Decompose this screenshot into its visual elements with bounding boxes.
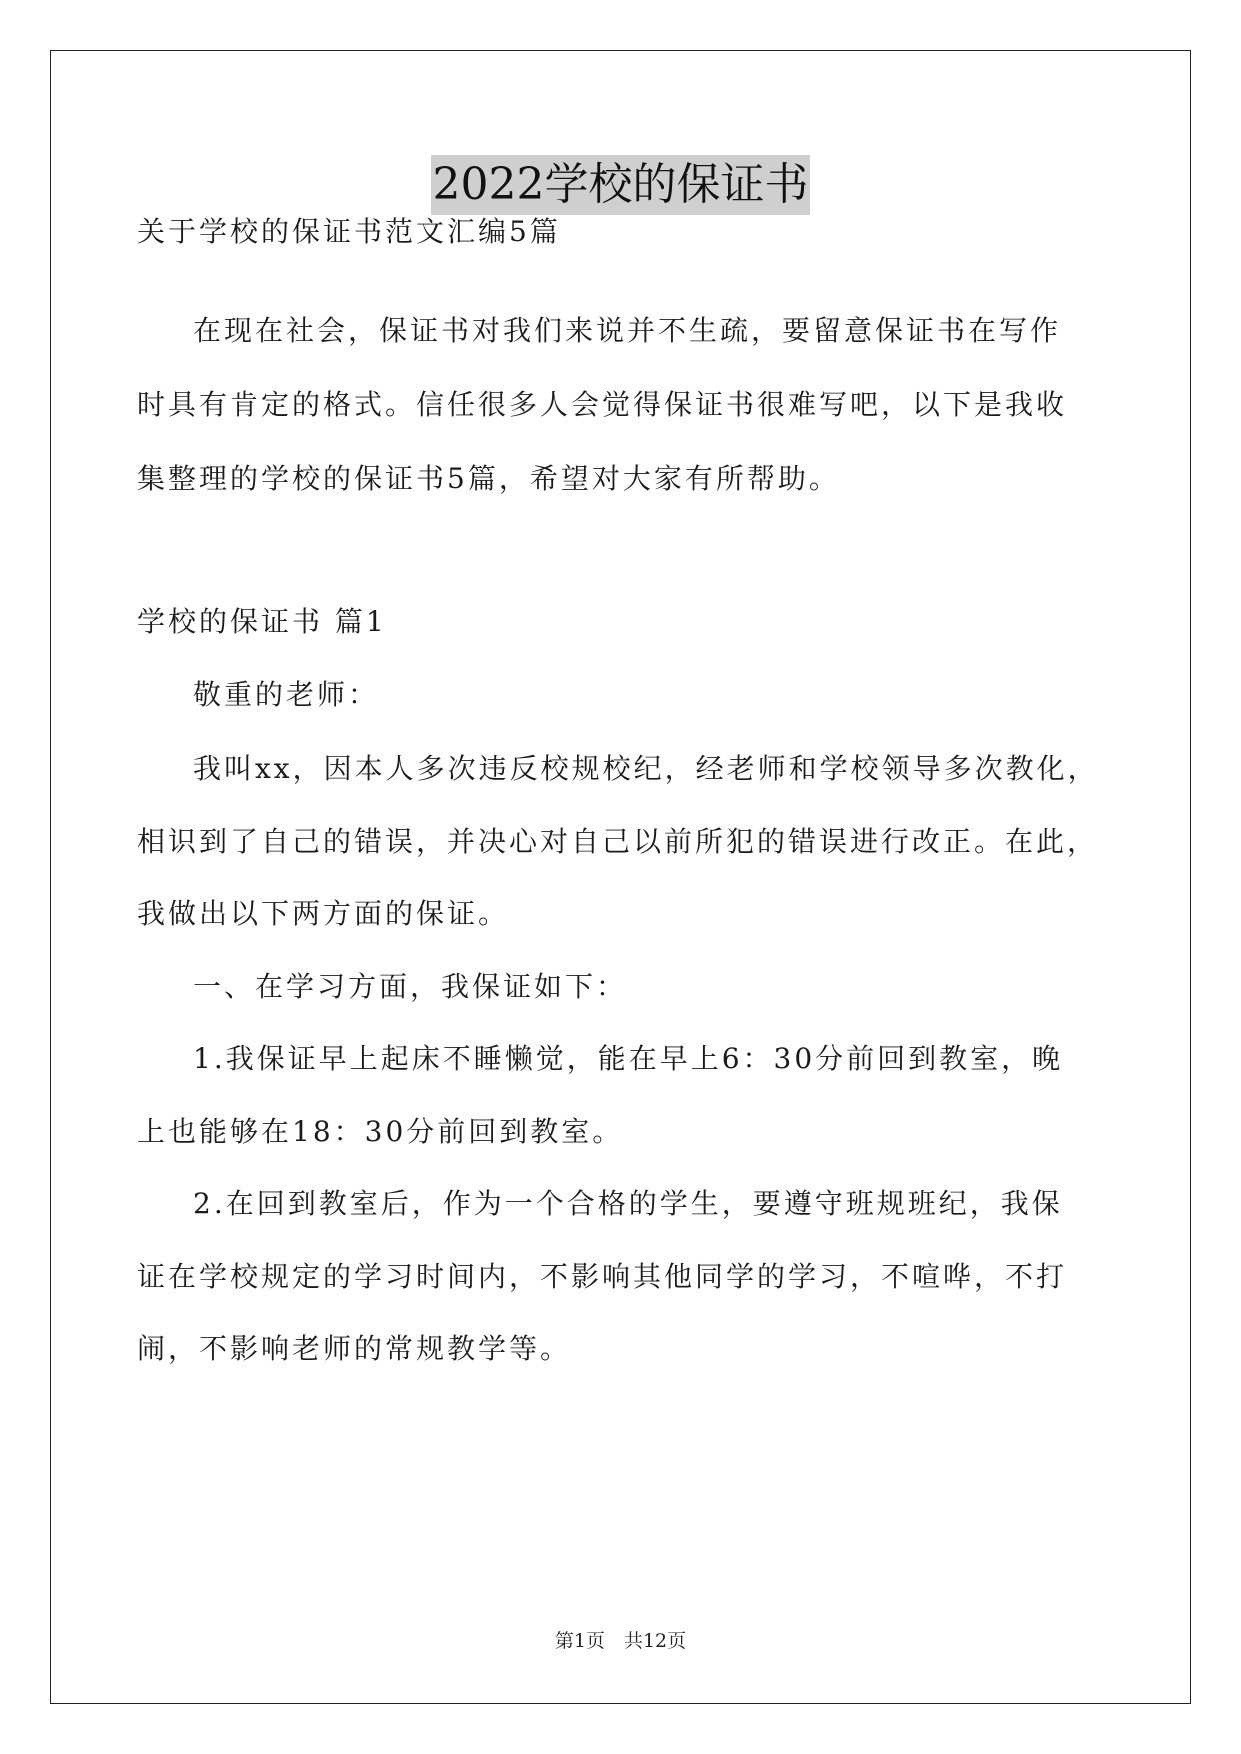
body-paragraph-line: 我做出以下两方面的保证。 [137, 897, 510, 930]
body-paragraph-line: 证在学校规定的学习时间内，不影响其他同学的学习，不喧哗，不打 [137, 1260, 1068, 1293]
body-paragraph-line: 2.在回到教室后，作为一个合格的学生，要遵守班规班纪，我保 [193, 1187, 1063, 1220]
document-subtitle: 关于学校的保证书范文汇编5篇 [137, 215, 561, 248]
body-paragraph-line: 闹，不影响老师的常规教学等。 [137, 1332, 572, 1365]
body-paragraph-line: 1.我保证早上起床不睡懒觉，能在早上6：30分前回到教室，晚 [193, 1042, 1064, 1075]
intro-paragraph-line: 集整理的学校的保证书5篇，希望对大家有所帮助。 [137, 462, 840, 495]
body-paragraph-line: 我叫xx，因本人多次违反校规校纪，经老师和学校领导多次教化， [193, 752, 1099, 785]
page-border [50, 50, 1191, 1704]
section-heading: 学校的保证书 篇1 [137, 605, 387, 638]
body-paragraph-line: 上也能够在18：30分前回到教室。 [137, 1115, 624, 1148]
body-paragraph-line: 一、在学习方面，我保证如下： [193, 970, 628, 1003]
page-number-footer: 第1页 共12页 [554, 1630, 687, 1652]
body-paragraph-line: 相识到了自己的错误，并决心对自己以前所犯的错误进行改正。在此， [137, 825, 1099, 858]
letter-greeting: 敬重的老师： [193, 678, 380, 711]
intro-paragraph-line: 时具有肯定的格式。信任很多人会觉得保证书很难写吧，以下是我收 [137, 388, 1068, 421]
intro-paragraph-line: 在现在社会，保证书对我们来说并不生疏，要留意保证书在写作 [193, 314, 1062, 347]
document-title: 2022学校的保证书 [431, 155, 811, 215]
title-container [0, 155, 1241, 215]
